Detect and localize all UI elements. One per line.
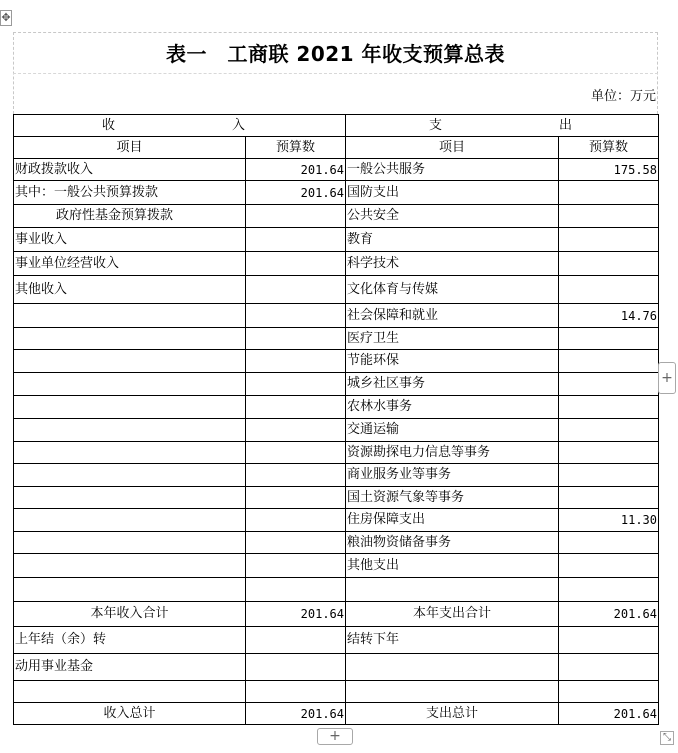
expense-item-cell[interactable]: 交通运输 xyxy=(346,419,559,442)
table-move-handle-icon[interactable]: ✥ xyxy=(1,11,11,24)
income-item-cell[interactable] xyxy=(14,304,246,328)
budget-table xyxy=(13,114,659,725)
table-row xyxy=(14,350,659,373)
expense-item-cell[interactable]: 粮油物资储备事务 xyxy=(346,532,559,554)
income-value-cell[interactable] xyxy=(246,654,346,681)
income-header-char-2: 入 xyxy=(231,117,245,133)
table-row xyxy=(14,442,659,464)
table-row xyxy=(14,654,659,681)
expense-item-cell[interactable]: 公共安全 xyxy=(346,205,559,228)
expense-item-cell[interactable]: 商业服务业等事务 xyxy=(346,464,559,487)
table-row xyxy=(14,181,659,205)
add-row-button[interactable]: + xyxy=(317,728,353,745)
table-row xyxy=(14,509,659,532)
expense-item-cell[interactable]: 文化体育与传媒 xyxy=(346,276,559,304)
expense-value-cell[interactable] xyxy=(559,681,659,703)
income-item-cell[interactable] xyxy=(14,509,246,532)
expense-item-cell[interactable]: 一般公共服务 xyxy=(346,159,559,181)
table-row xyxy=(14,396,659,419)
expense-value-cell[interactable] xyxy=(559,464,659,487)
page-margin-guide xyxy=(13,32,658,33)
income-item-cell[interactable]: 财政拨款收入 xyxy=(14,159,246,181)
income-item-cell[interactable] xyxy=(14,442,246,464)
income-total-label[interactable]: 收入总计 xyxy=(14,703,246,725)
expense-value-cell[interactable] xyxy=(559,350,659,373)
income-value-cell[interactable] xyxy=(246,442,346,464)
subtotal-row xyxy=(14,602,659,627)
income-budget-header[interactable]: 预算数 xyxy=(246,137,346,159)
expense-value-cell[interactable]: 11.30 xyxy=(559,509,659,532)
expense-item-cell[interactable]: 结转下年 xyxy=(346,627,559,654)
income-value-cell[interactable]: 201.64 xyxy=(246,181,346,205)
income-item-header[interactable]: 项目 xyxy=(14,137,246,159)
expense-item-cell[interactable]: 科学技术 xyxy=(346,252,559,276)
income-item-cell[interactable]: 其中：一般公共预算拨款 xyxy=(14,181,246,205)
expense-value-cell[interactable] xyxy=(559,328,659,350)
income-total-value[interactable]: 201.64 xyxy=(246,703,346,725)
income-value-cell[interactable] xyxy=(246,350,346,373)
expense-subtotal-label[interactable]: 本年支出合计 xyxy=(346,602,559,627)
expense-item-cell[interactable]: 国防支出 xyxy=(346,181,559,205)
expense-value-cell[interactable] xyxy=(559,205,659,228)
table-row xyxy=(14,276,659,304)
expense-value-cell[interactable] xyxy=(559,252,659,276)
table-row xyxy=(14,228,659,252)
expense-total-value[interactable]: 201.64 xyxy=(559,703,659,725)
table-row xyxy=(14,159,659,181)
expense-item-cell[interactable]: 其他支出 xyxy=(346,554,559,578)
income-value-cell[interactable] xyxy=(246,509,346,532)
expense-item-cell[interactable]: 国土资源气象等事务 xyxy=(346,487,559,509)
expense-item-cell[interactable]: 节能环保 xyxy=(346,350,559,373)
add-column-button[interactable]: + xyxy=(658,362,676,394)
income-value-cell[interactable] xyxy=(246,228,346,252)
expense-value-cell[interactable]: 14.76 xyxy=(559,304,659,328)
table-resize-handle-icon[interactable]: ⤡ xyxy=(660,731,674,745)
income-item-cell[interactable]: 政府性基金预算拨款 xyxy=(14,205,246,228)
expense-header-char-2: 出 xyxy=(558,117,572,133)
unit-label: 单位：万元 xyxy=(590,89,656,104)
table-row xyxy=(14,487,659,509)
income-item-cell[interactable] xyxy=(14,328,246,350)
expense-value-cell[interactable] xyxy=(559,276,659,304)
expense-item-cell[interactable] xyxy=(346,578,559,602)
expense-value-cell[interactable] xyxy=(559,654,659,681)
table-row xyxy=(14,627,659,654)
expense-value-cell[interactable] xyxy=(559,627,659,654)
income-group-header[interactable] xyxy=(14,115,346,137)
income-value-cell[interactable] xyxy=(246,532,346,554)
income-value-cell[interactable] xyxy=(246,252,346,276)
income-value-cell[interactable] xyxy=(246,419,346,442)
expense-value-cell[interactable]: 175.58 xyxy=(559,159,659,181)
expense-item-cell[interactable]: 医疗卫生 xyxy=(346,328,559,350)
expense-value-cell[interactable] xyxy=(559,419,659,442)
expense-value-cell[interactable] xyxy=(559,396,659,419)
income-item-cell[interactable] xyxy=(14,532,246,554)
income-value-cell[interactable] xyxy=(246,304,346,328)
page-title: 表一 工商联 2021 年收支预算总表 xyxy=(165,42,506,66)
income-item-cell[interactable] xyxy=(14,464,246,487)
expense-item-cell[interactable]: 城乡社区事务 xyxy=(346,373,559,396)
table-row xyxy=(14,252,659,276)
expense-item-cell[interactable]: 住房保障支出 xyxy=(346,509,559,532)
expense-value-cell[interactable] xyxy=(559,228,659,252)
table-row xyxy=(14,419,659,442)
table-row xyxy=(14,578,659,602)
expense-value-cell[interactable] xyxy=(559,442,659,464)
income-value-cell[interactable] xyxy=(246,396,346,419)
table-row xyxy=(14,373,659,396)
income-value-cell[interactable] xyxy=(246,276,346,304)
income-value-cell[interactable] xyxy=(246,464,346,487)
table-row xyxy=(14,532,659,554)
expense-item-cell[interactable] xyxy=(346,654,559,681)
expense-item-cell[interactable]: 资源勘探电力信息等事务 xyxy=(346,442,559,464)
income-value-cell[interactable]: 201.64 xyxy=(246,159,346,181)
income-subtotal-value[interactable]: 201.64 xyxy=(246,602,346,627)
income-item-cell[interactable] xyxy=(14,578,246,602)
income-item-cell[interactable] xyxy=(14,419,246,442)
expense-header-char-1: 支 xyxy=(428,117,442,133)
income-value-cell[interactable] xyxy=(246,627,346,654)
title-row-guide xyxy=(13,73,658,74)
expense-item-cell[interactable]: 农林水事务 xyxy=(346,396,559,419)
income-item-cell[interactable] xyxy=(14,681,246,703)
income-header-char-1: 收 xyxy=(101,117,115,133)
income-subtotal-label[interactable]: 本年收入合计 xyxy=(14,602,246,627)
expense-item-cell[interactable]: 教育 xyxy=(346,228,559,252)
total-row xyxy=(14,703,659,725)
table-header-group-row xyxy=(14,115,659,137)
income-item-cell[interactable]: 其他收入 xyxy=(14,276,246,304)
income-value-cell[interactable] xyxy=(246,554,346,578)
expense-item-cell[interactable]: 社会保障和就业 xyxy=(346,304,559,328)
income-value-cell[interactable] xyxy=(246,205,346,228)
income-value-cell[interactable] xyxy=(246,328,346,350)
income-value-cell[interactable] xyxy=(246,487,346,509)
expense-total-label[interactable]: 支出总计 xyxy=(346,703,559,725)
income-item-cell[interactable]: 动用事业基金 xyxy=(14,654,246,681)
income-item-cell[interactable] xyxy=(14,396,246,419)
table-row xyxy=(14,328,659,350)
expense-value-cell[interactable] xyxy=(559,181,659,205)
expense-value-cell[interactable] xyxy=(559,554,659,578)
income-item-cell[interactable]: 事业单位经营收入 xyxy=(14,252,246,276)
expense-value-cell[interactable] xyxy=(559,373,659,396)
income-value-cell[interactable] xyxy=(246,373,346,396)
table-row xyxy=(14,205,659,228)
income-item-cell[interactable]: 上年结（余）转 xyxy=(14,627,246,654)
table-row xyxy=(14,464,659,487)
income-item-cell[interactable] xyxy=(14,554,246,578)
table-column-header-row xyxy=(14,137,659,159)
income-value-cell[interactable] xyxy=(246,578,346,602)
table-row xyxy=(14,554,659,578)
expense-subtotal-value[interactable]: 201.64 xyxy=(559,602,659,627)
income-item-cell[interactable]: 事业收入 xyxy=(14,228,246,252)
expense-group-header[interactable] xyxy=(346,115,659,137)
expense-item-header[interactable]: 项目 xyxy=(346,137,559,159)
expense-value-cell[interactable] xyxy=(559,578,659,602)
table-row xyxy=(14,681,659,703)
expense-value-cell[interactable] xyxy=(559,487,659,509)
table-row xyxy=(14,304,659,328)
income-item-cell[interactable] xyxy=(14,350,246,373)
income-item-cell[interactable] xyxy=(14,373,246,396)
expense-value-cell[interactable] xyxy=(559,532,659,554)
income-item-cell[interactable] xyxy=(14,487,246,509)
expense-item-cell[interactable] xyxy=(346,681,559,703)
income-value-cell[interactable] xyxy=(246,681,346,703)
expense-budget-header[interactable]: 预算数 xyxy=(559,137,659,159)
